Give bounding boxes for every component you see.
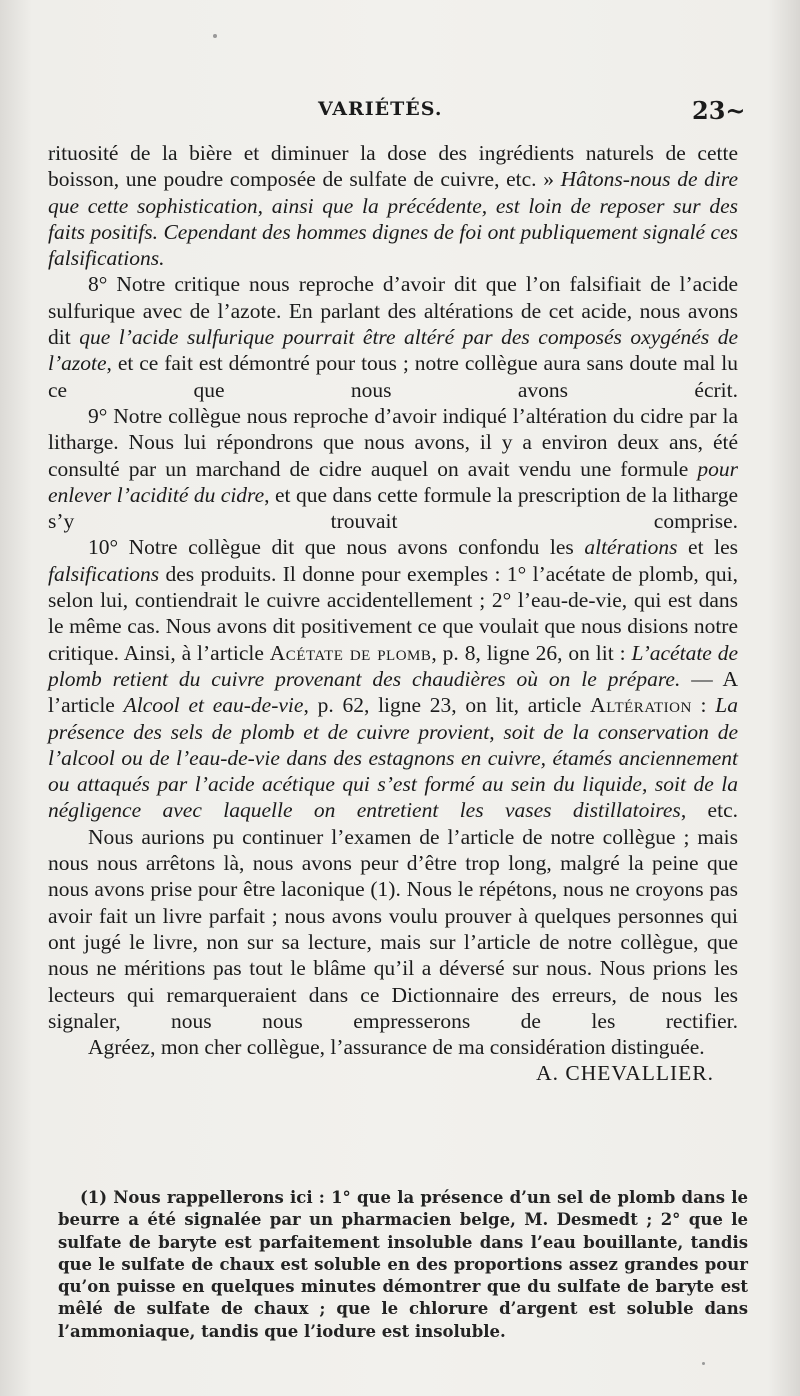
- italic-run: falsifications: [48, 561, 160, 586]
- italic-run: pour enlever l’acidité du cidre: [48, 456, 738, 507]
- print-speck: [213, 34, 217, 38]
- page-header: [0, 96, 800, 126]
- text-run: , et que dans cette formule la prescription de la litharge s’y trouvait comprise.: [48, 482, 738, 534]
- signature: A. CHEVALLIER.: [536, 1061, 714, 1086]
- text-run: , etc.: [680, 798, 738, 823]
- paragraph-point-10: [48, 534, 738, 823]
- paragraph-point-8: [48, 271, 738, 402]
- text-run: — A l’article: [48, 666, 739, 718]
- italic-run: La présence des sels de plomb et de cuivre provient, soit de la conservation de l’alcool ou de l’eau-de-vie dans des estagnons en cuivre, étamés anciennement ou attaqués par l’acide acétique qui s’est formé au sein du liquide, soit de la négligence avec laquelle on entretient les vases distillatoires: [48, 693, 738, 823]
- text-run: des produits. Il donne pour exemples : 1° l’acétate de plomb, qui, selon lui, contiendrait le cuivre accidentellement ; 2° l’eau-de-vie, qui est dans le même cas. Nous avons dit positivement ce que voulait que nous disions notre critique. Ainsi, à l’article: [48, 561, 738, 665]
- running-title: VARIÉTÉS.: [318, 98, 443, 120]
- text-run: 9° Notre collègue nous reproche d’avoir indiqué l’altération du cidre par la litharge. Nous lui répondrons que nous avons, il y a environ deux ans, été consulté par un marchand de cidre auquel on avait vendu une formule: [48, 403, 738, 481]
- text-run: 10° Notre collègue dit que nous avons confondu les: [88, 535, 585, 560]
- text-run: et les: [677, 535, 738, 560]
- small-caps-run: Acétate de plomb: [269, 640, 432, 665]
- italic-run: Hâtons-nous de dire que cette sophistication, ainsi que la précédente, est loin de reposer sur des faits positifs. Cependant des hommes dignes de foi ont publiquement signalé ces falsifications.: [48, 167, 738, 271]
- text-run: , et ce fait est démontré pour tous ; notre collègue aura sans doute mal lu ce que nous avons écrit.: [48, 351, 738, 402]
- paragraph-point-9: [48, 403, 738, 534]
- text-run: :: [691, 693, 716, 718]
- italic-run: Alcool et eau-de-vie: [123, 693, 304, 718]
- paragraph-closing: Agréez, mon cher collègue, l’assurance de ma considération distinguée.: [88, 1035, 705, 1060]
- text-run: rituosité de la bière et diminuer la dose des ingrédients naturels de cette boisson, une poudre composée de sulfate de cuivre, etc. »: [48, 141, 738, 192]
- signoff-line: [48, 1060, 738, 1086]
- paragraph-continuation: [48, 140, 738, 271]
- paragraph-conclusion: Nous aurions pu continuer l’examen de l’article de notre collègue ; mais nous nous arrêtons là, nous avons peur d’être trop long, malgré la peine que nous avons prise pour être laconique (1). Nous le répétons, nous ne croyons pas avoir fait un livre parfait ; nous avons voulu prouver à quelques personnes qui ont jugé le livre, non sur sa lecture, mais sur l’article de notre collègue, que nous ne méritions pas tout le blâme qu’il a déversé sur nous. Nous prions les lecteurs qui remarqueraient dans ce Dictionnaire des erreurs, de nous les signaler, nous nous empresserons de les rectifier.: [48, 824, 738, 1033]
- italic-run: L’acétate de plomb retient du cuivre provenant des chaudières où on le prépare.: [48, 640, 739, 691]
- body-text: [48, 140, 738, 1087]
- text-run: , p. 8, ligne 26, on lit :: [431, 640, 632, 665]
- footnote: [58, 1187, 748, 1343]
- footnote-text: (1) Nous rappellerons ici : 1° que la présence d’un sel de plomb dans le beurre a été signalée par un pharmacien belge, M. Desmedt ; 2° que le sulfate de baryte est parfaitement insoluble dans l’eau bouillante, tandis que le sulfate de chaux est soluble en des proportions assez grandes pour qu’on puisse en quelques minutes démontrer que du sulfate de baryte est mêlé de sulfate de chaux ; que le chlorure d’argent est soluble dans l’ammoniaque, tandis que l’iodure est insoluble.: [58, 1188, 748, 1341]
- text-run: 8° Notre critique nous reproche d’avoir dit que l’on falsifiait de l’acide sulfurique avec de l’azote. En parlant des altérations de cet acide, nous avons dit: [48, 272, 738, 350]
- print-speck: [702, 1362, 705, 1365]
- text-run: , p. 62, ligne 23, on lit, article: [303, 693, 591, 718]
- page-number: 23~: [692, 96, 746, 125]
- italic-run: que l’acide sulfurique pourrait être altéré par des composés oxygénés de l’azote: [48, 325, 738, 376]
- small-caps-run: Altération: [590, 693, 692, 718]
- italic-run: altérations: [584, 535, 678, 560]
